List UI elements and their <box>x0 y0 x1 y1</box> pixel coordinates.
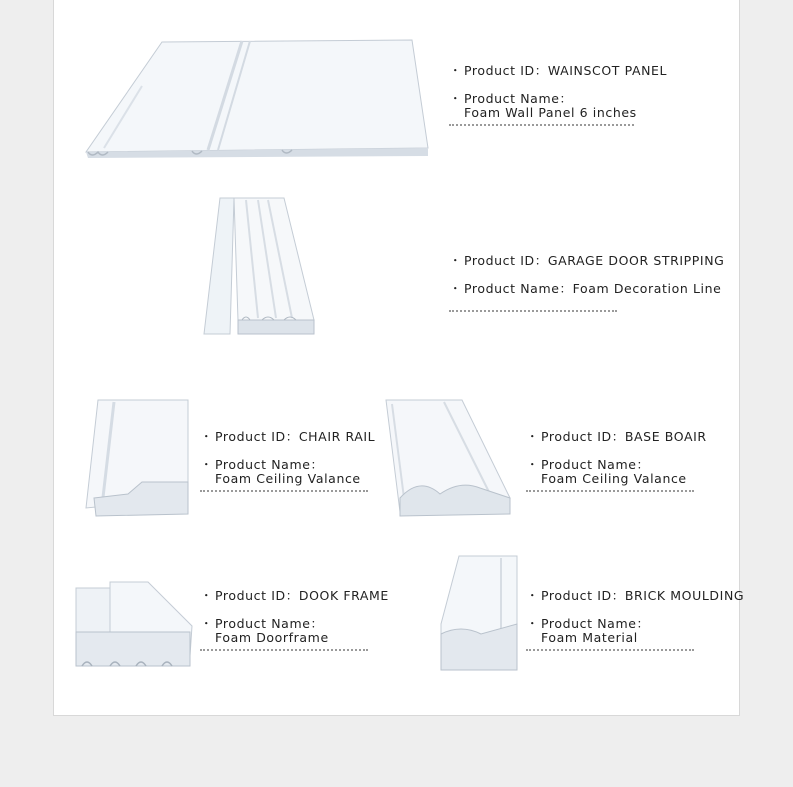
wainscot-panel-image <box>82 36 442 166</box>
bullet-glyph: ・ <box>526 588 540 603</box>
product-id: Product ID：GARAGE DOOR STRIPPING <box>464 253 725 268</box>
product-name-label: Product Name： <box>215 616 324 631</box>
product-id-row <box>449 64 667 78</box>
bullet-glyph: ・ <box>449 253 463 268</box>
product-name-label: Product Name： <box>464 91 573 106</box>
product-name-row <box>200 458 375 486</box>
product-garage-door-stripping <box>54 180 741 380</box>
bullet-glyph: ・ <box>200 457 214 472</box>
brick-moulding-info <box>526 589 744 651</box>
product-id: Product ID：DOOK FRAME <box>215 588 389 603</box>
dotted-divider <box>449 124 634 126</box>
door-frame-info <box>200 589 389 651</box>
dotted-divider <box>200 490 368 492</box>
product-name-value: Foam Material <box>541 630 638 645</box>
product-name-row <box>526 617 744 645</box>
product-wainscot-panel <box>54 0 741 180</box>
bullet-glyph: ・ <box>526 616 540 631</box>
bullet-glyph: ・ <box>449 63 463 78</box>
product-base-board <box>384 390 741 540</box>
dotted-divider <box>526 649 694 651</box>
product-id-row <box>449 254 724 268</box>
dotted-divider <box>200 649 368 651</box>
bullet-glyph: ・ <box>526 429 540 444</box>
product-catalog-card <box>53 0 745 716</box>
product-name-value: Foam Wall Panel 6 inches <box>464 105 637 120</box>
product-id: Product ID：CHAIR RAIL <box>215 429 376 444</box>
garage-door-stripping-info <box>449 254 724 312</box>
bullet-glyph: ・ <box>449 91 463 106</box>
base-board-image <box>384 398 514 518</box>
chair-rail-image <box>84 398 184 518</box>
product-name-label: Product Name： <box>541 457 650 472</box>
bullet-glyph: ・ <box>200 429 214 444</box>
product-name-row <box>449 282 724 296</box>
garage-door-stripping-image <box>202 194 322 344</box>
product-id: Product ID：WAINSCOT PANEL <box>464 63 668 78</box>
product-name-value: Foam Doorframe <box>215 630 329 645</box>
product-name-value: Foam Ceiling Valance <box>215 471 361 486</box>
door-frame-image <box>74 580 199 670</box>
product-name-label: Product Name： <box>541 616 650 631</box>
product-id: Product ID：BASE BOAIR <box>541 429 707 444</box>
product-id-row <box>200 589 389 603</box>
dotted-divider <box>449 310 617 312</box>
product-door-frame <box>54 550 399 690</box>
product-id-row <box>526 589 744 603</box>
bullet-glyph: ・ <box>449 281 463 296</box>
dotted-divider <box>526 490 694 492</box>
product-name-row <box>449 92 667 120</box>
product-name-row <box>526 458 707 486</box>
product-id-row <box>200 430 375 444</box>
product-id: Product ID：BRICK MOULDING <box>541 588 745 603</box>
bullet-glyph: ・ <box>200 616 214 631</box>
base-board-info <box>526 430 707 492</box>
bullet-glyph: ・ <box>526 457 540 472</box>
product-chair-rail <box>54 390 399 540</box>
wainscot-panel-info <box>449 64 667 126</box>
product-name-label: Product Name： <box>215 457 324 472</box>
product-brick-moulding <box>399 550 745 690</box>
product-id-row <box>526 430 707 444</box>
product-name-label: Product Name：Foam Decoration Line <box>464 281 722 296</box>
brick-moulding-image <box>437 554 522 674</box>
chair-rail-info <box>200 430 375 492</box>
bullet-glyph: ・ <box>200 588 214 603</box>
product-name-value: Foam Ceiling Valance <box>541 471 687 486</box>
product-name-row <box>200 617 389 645</box>
